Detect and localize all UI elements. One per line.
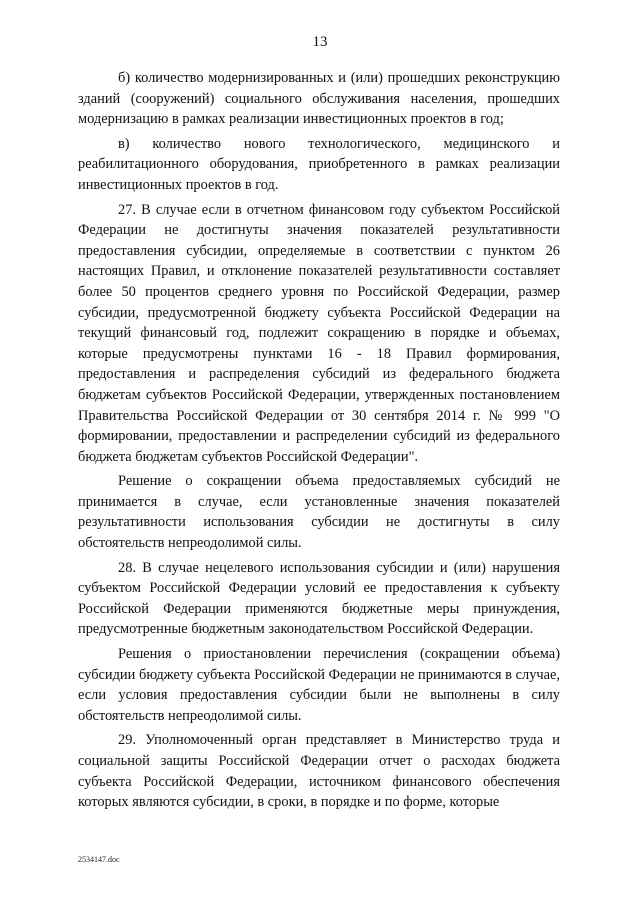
page-number: 13 xyxy=(312,34,328,50)
paragraph-29-report: 29. Уполномоченный орган представляет в Министерство труда и социальной защиты Российской Федерации отчет о расходах бюджета субъекта Российской Федерации, источником финансового обеспечения которых являются субсидии, в сроки, в порядке и по форме, которые xyxy=(78,732,560,811)
paragraph-b-buildings-count: б) количество модернизированных и (или) прошедших реконструкцию зданий (сооружений) социального обслуживания населения, прошедших модернизацию в рамках реализации инвестиционных проектов в год; xyxy=(78,70,560,128)
document-body xyxy=(78,68,560,817)
paragraph-reduction-decision: Решение о сокращении объема предоставляемых субсидий не принимается в случае, если установленные значения показателей результативности использования субсидии не достигнуты в силу обстоятельств непреодолимой силы. xyxy=(78,473,560,552)
paragraph-27-performance-shortfall: 27. В случае если в отчетном финансовом году субъектом Российской Федерации не достигнуты значения показателей результативности предоставления субсидии, определяемые в соответствии с пунктом 26 настоящих Правил, и отклонение показателей результативности составляет более 50 процентов среднего уровня по Российской Федерации, размер субсидии, предусмотренной бюджету субъекта Российской Федерации на текущий финансовый год, подлежит сокращению в порядке и объемах, которые предусмотрены пунктами 16 - 18 Правил формирования, предоставления и распределения субсидий из федерального бюджета бюджетам субъектов Российской Федерации, утвержденных постановлением Правительства Российской Федерации от 30 сентября 2014 г. № 999 "О формировании, предоставлении и распределении субсидий из федерального бюджета бюджетам субъектов Российской Федерации". xyxy=(78,201,560,465)
paragraph-28-misuse: 28. В случае нецелевого использования субсидии и (или) нарушения субъектом Российской Федерации условий ее предоставления к субъекту Российской Федерации применяются бюджетные меры принуждения, предусмотренные бюджетным законодательством Российской Федерации. xyxy=(78,559,560,638)
paragraph-suspension-decisions: Решения о приостановлении перечисления (сокращении объема) субсидии бюджету субъекта Российской Федерации не принимаются в случае, если условия предоставления субсидии были не выполнены в силу обстоятельств непреодолимой силы. xyxy=(78,646,560,724)
document-file-id: 2534147.doc xyxy=(78,855,120,864)
paragraph-v-equipment-count: в) количество нового технологического, медицинского и реабилитационного оборудования, приобретенного в рамках реализации инвестиционных проектов в год. xyxy=(78,135,560,193)
